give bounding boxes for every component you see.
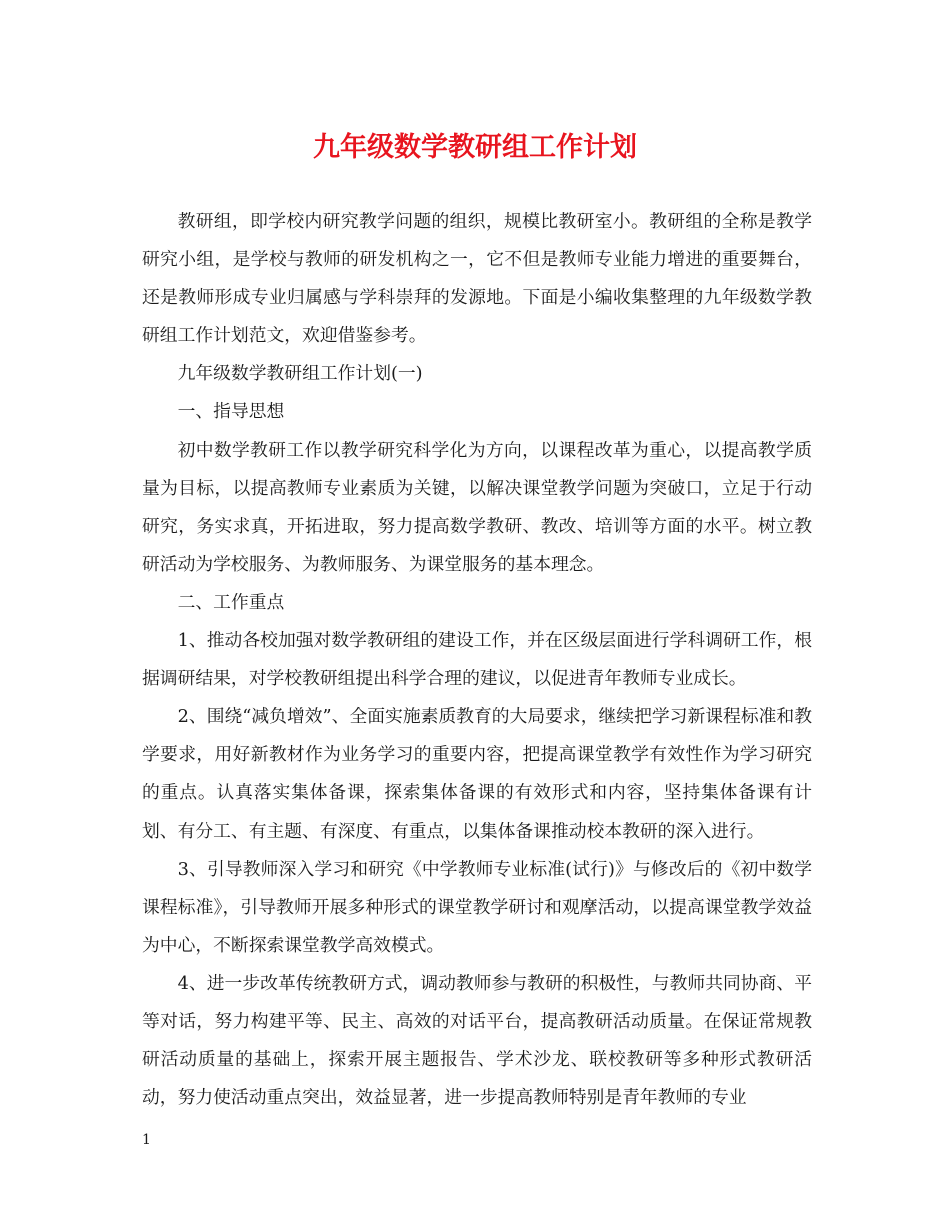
section-heading-work-focus: 二、工作重点 — [177, 591, 285, 613]
paragraph-intro: 教研组，即学校内研究教学问题的组织，规模比教研室小。教研组的全称是教学研究小组，是学校与教师的研发机构之一，它不但是教师专业能力增进的重要舞台，还是教师形成专业归属感与学科崇拜的发源地。下面是小编收集整理的九年级数学教研组工作计划范文，欢迎借鉴参考。 — [142, 211, 812, 347]
section-heading-guiding-ideology: 一、指导思想 — [177, 401, 285, 423]
paragraph-guiding-ideology: 初中数学教研工作以教学研究科学化为方向，以课程改革为重心，以提高教学质量为目标，以提高教师专业素质为关键，以解决课堂教学问题为突破口，立足于行动研究，务实求真，开拓进取，努力提高数学教研、教改、培训等方面的水平。树立教研活动为学校服务、为教师服务、为课堂服务的基本理念。 — [142, 439, 812, 575]
paragraph-focus-4: 4、进一步改革传统教研方式，调动教师参与教研的积极性，与教师共同协商、平等对话，努力构建平等、民主、高效的对话平台，提高教研活动质量。在保证常规教研活动质量的基础上，探索开展主题报告、学术沙龙、联校教研等多种形式教研活动，努力使活动重点突出，效益显著，进一步提高教师特别是青年教师的专业 — [142, 972, 812, 1109]
document-title: 九年级数学教研组工作计划 — [313, 132, 637, 163]
paragraph-focus-1: 1、推动各校加强对数学教研组的建设工作，并在区级层面进行学科调研工作，根据调研结果，对学校教研组提出科学合理的建议，以促进青年教师专业成长。 — [142, 630, 812, 690]
document-body — [142, 203, 812, 1117]
paragraph-focus-3: 3、引导教师深入学习和研究《中学教师专业标准(试行)》与修改后的《初中数学课程标准》，引导教师开展多种形式的课堂教学研讨和观摩活动，以提高课堂教学效益为中心，不断探索课堂教学高效模式。 — [142, 858, 812, 956]
page-number: 1 — [142, 1132, 151, 1148]
section-heading-plan-one: 九年级数学教研组工作计划(一) — [177, 363, 423, 385]
paragraph-focus-2: 2、围绕“减负增效”、全面实施素质教育的大局要求，继续把学习新课程标准和教学要求，用好新教材作为业务学习的重要内容，把提高课堂教学有效性作为学习研究的重点。认真落实集体备课，探索集体备课的有效形式和内容，坚持集体备课有计划、有分工、有主题、有深度、有重点，以集体备课推动校本教研的深入进行。 — [142, 706, 812, 842]
